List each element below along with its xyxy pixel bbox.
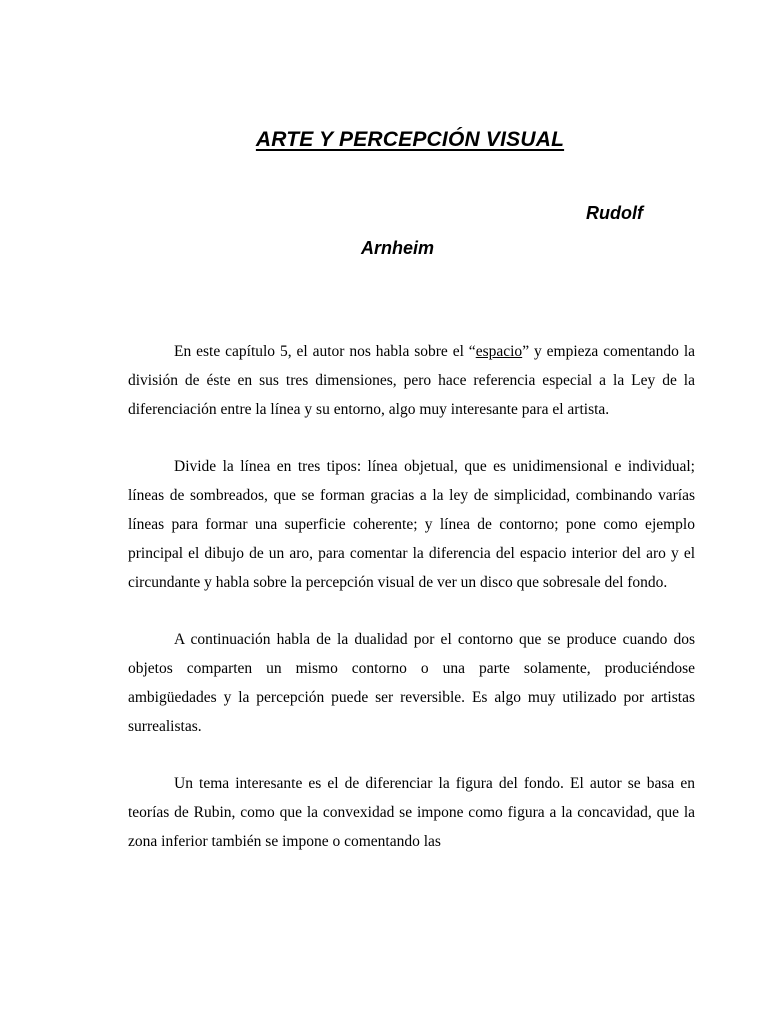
paragraph-3: A continuación habla de la dualidad por el contorno que se produce cuando dos objetos comparten un mismo contorno o una parte solamente, produciéndose ambigüedades y la percepción puede ser reversible. Es algo muy utilizado por artistas surrealistas. <box>128 631 695 735</box>
body-text <box>128 337 695 884</box>
author-first-name: Rudolf <box>586 203 643 223</box>
paragraph-4: Un tema interesante es el de diferenciar la figura del fondo. El autor se basa en teorías de Rubin, como que la convexidad se impone como figura a la concavidad, que la zona inferior también se impone o comentando las <box>128 775 695 850</box>
author-last-name: Arnheim <box>361 238 435 258</box>
paragraph-2: Divide la línea en tres tipos: línea objetual, que es unidimensional e individual; líneas de sombreados, que se forman gracias a la ley de simplicidad, combinando varías líneas para formar una superficie coherente; y línea de contorno; pone como ejemplo principal el dibujo de un aro, para comentar la diferencia del espacio interior del aro y el circundante y habla sobre la percepción visual de ver un disco que sobresale del fondo. <box>128 458 695 591</box>
paragraph-1-end: ” y empieza comentando la división de éste en sus tres dimensiones, pero hace referencia especial a la Ley de la diferenciación entre la línea y su entorno, algo muy interesante para el artista. <box>128 343 696 418</box>
underlined-term: espacio <box>475 343 523 360</box>
paragraph-1-start: En este capítulo 5, el autor nos habla sobre el “ <box>174 343 476 360</box>
document-title: ARTE Y PERCEPCIÓN VISUAL <box>255 128 565 151</box>
paragraph-1 <box>128 337 695 424</box>
